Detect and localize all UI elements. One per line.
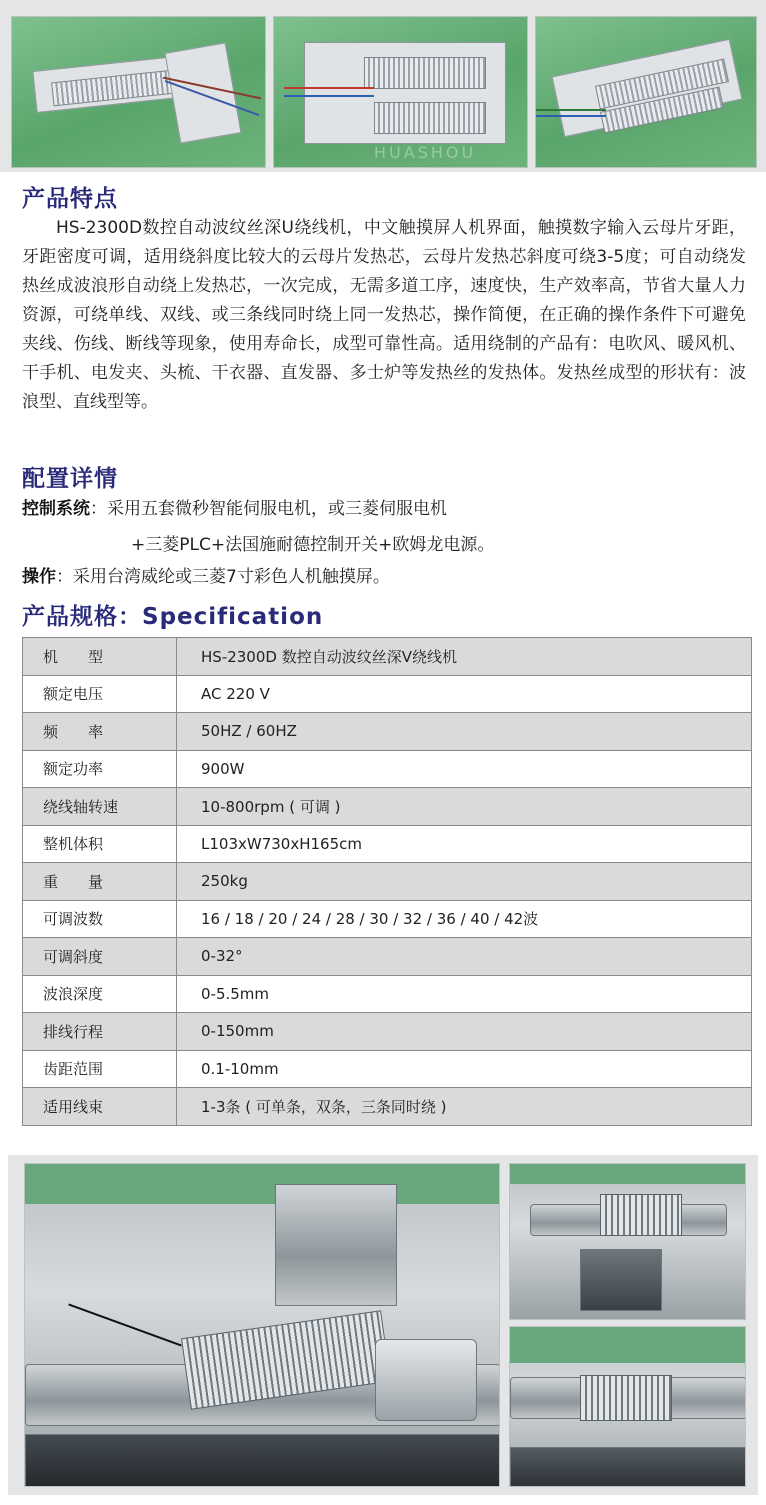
spec-table bbox=[22, 637, 752, 1126]
top-photo-strip bbox=[0, 0, 766, 172]
spec-value: 16 / 18 / 20 / 24 / 28 / 30 / 32 / 36 / 40 / 42波 bbox=[177, 900, 752, 938]
spec-value: 0-5.5mm bbox=[177, 975, 752, 1013]
spec-value: 50HZ / 60HZ bbox=[177, 713, 752, 751]
control-system-line-1 bbox=[22, 497, 447, 521]
spec-row bbox=[23, 1013, 752, 1051]
spec-key: 可调波数 bbox=[23, 900, 177, 938]
spec-row bbox=[23, 975, 752, 1013]
spec-key: 额定电压 bbox=[23, 675, 177, 713]
spec-key: 重 量 bbox=[23, 863, 177, 901]
spec-key: 机 型 bbox=[23, 638, 177, 676]
spec-key: 齿距范围 bbox=[23, 1050, 177, 1088]
control-system-label: 控制系统 bbox=[22, 499, 90, 519]
spec-value: 0.1-10mm bbox=[177, 1050, 752, 1088]
operation-line bbox=[22, 565, 390, 589]
spec-row bbox=[23, 863, 752, 901]
spec-value: AC 220 V bbox=[177, 675, 752, 713]
machine-photo-main bbox=[24, 1163, 500, 1487]
spec-value: 250kg bbox=[177, 863, 752, 901]
spec-value: HS-2300D 数控自动波纹丝深V绕线机 bbox=[177, 638, 752, 676]
machine-photo-bottom-right bbox=[509, 1326, 746, 1487]
spec-row bbox=[23, 638, 752, 676]
operation-text: ：采用台湾威纶或三菱7寸彩色人机触摸屏。 bbox=[56, 567, 390, 587]
features-body: HS-2300D数控自动波纹丝深U绕线机，中文触摸屏人机界面，触摸数字输入云母片牙距，牙距密度可调，适用绕斜度比较大的云母片发热芯，云母片发热芯斜度可绕3-5度；可自动绕发热丝成波浪形自动绕上发热芯，一次完成，无需多道工序，速度快，生产效率高，节省大量人力资源，可绕单线、双线、或三条线同时绕上同一发热芯，操作简便，在正确的操作条件下可避免夹线、伤线、断线等现象，使用寿命长，成型可靠性高。适用绕制的产品有：电吹风、暖风机、干手机、电发夹、头梳、干衣器、直发器、多士炉等发热丝的发热体。发热丝成型的形状有：波浪型、直线型等。 bbox=[22, 218, 746, 412]
spec-key: 可调斜度 bbox=[23, 938, 177, 976]
spec-row bbox=[23, 900, 752, 938]
spec-key: 适用线束 bbox=[23, 1088, 177, 1126]
spec-value: L103xW730xH165cm bbox=[177, 825, 752, 863]
product-photo-3 bbox=[535, 16, 757, 168]
machine-photo-top-right bbox=[509, 1163, 746, 1320]
spec-key: 频 率 bbox=[23, 713, 177, 751]
spec-value: 0-32° bbox=[177, 938, 752, 976]
bottom-photo-strip bbox=[8, 1155, 758, 1495]
watermark-text: HUASHOU bbox=[374, 143, 477, 162]
features-title: 产品特点 bbox=[22, 186, 118, 212]
spec-value: 10-800rpm ( 可调 ) bbox=[177, 788, 752, 826]
spec-row bbox=[23, 750, 752, 788]
spec-key: 排线行程 bbox=[23, 1013, 177, 1051]
spec-row bbox=[23, 675, 752, 713]
control-system-text-1: ：采用五套微秒智能伺服电机，或三菱伺服电机 bbox=[90, 499, 447, 519]
spec-row bbox=[23, 713, 752, 751]
spec-value: 900W bbox=[177, 750, 752, 788]
spec-row bbox=[23, 1088, 752, 1126]
spec-key: 额定功率 bbox=[23, 750, 177, 788]
spec-key: 绕线轴转速 bbox=[23, 788, 177, 826]
spec-row bbox=[23, 825, 752, 863]
spec-value: 1-3条 ( 可单条，双条，三条同时绕 ) bbox=[177, 1088, 752, 1126]
spec-key: 波浪深度 bbox=[23, 975, 177, 1013]
spec-row bbox=[23, 788, 752, 826]
config-title: 配置详情 bbox=[22, 466, 118, 492]
spec-row bbox=[23, 938, 752, 976]
product-photo-2 bbox=[273, 16, 528, 168]
spec-key: 整机体积 bbox=[23, 825, 177, 863]
spec-row bbox=[23, 1050, 752, 1088]
spec-value: 0-150mm bbox=[177, 1013, 752, 1051]
operation-label: 操作 bbox=[22, 567, 56, 587]
control-system-line-2: +三菱PLC+法国施耐德控制开关+欧姆龙电源。 bbox=[131, 535, 495, 555]
product-photo-1 bbox=[11, 16, 266, 168]
spec-title: 产品规格：Specification bbox=[22, 604, 324, 630]
